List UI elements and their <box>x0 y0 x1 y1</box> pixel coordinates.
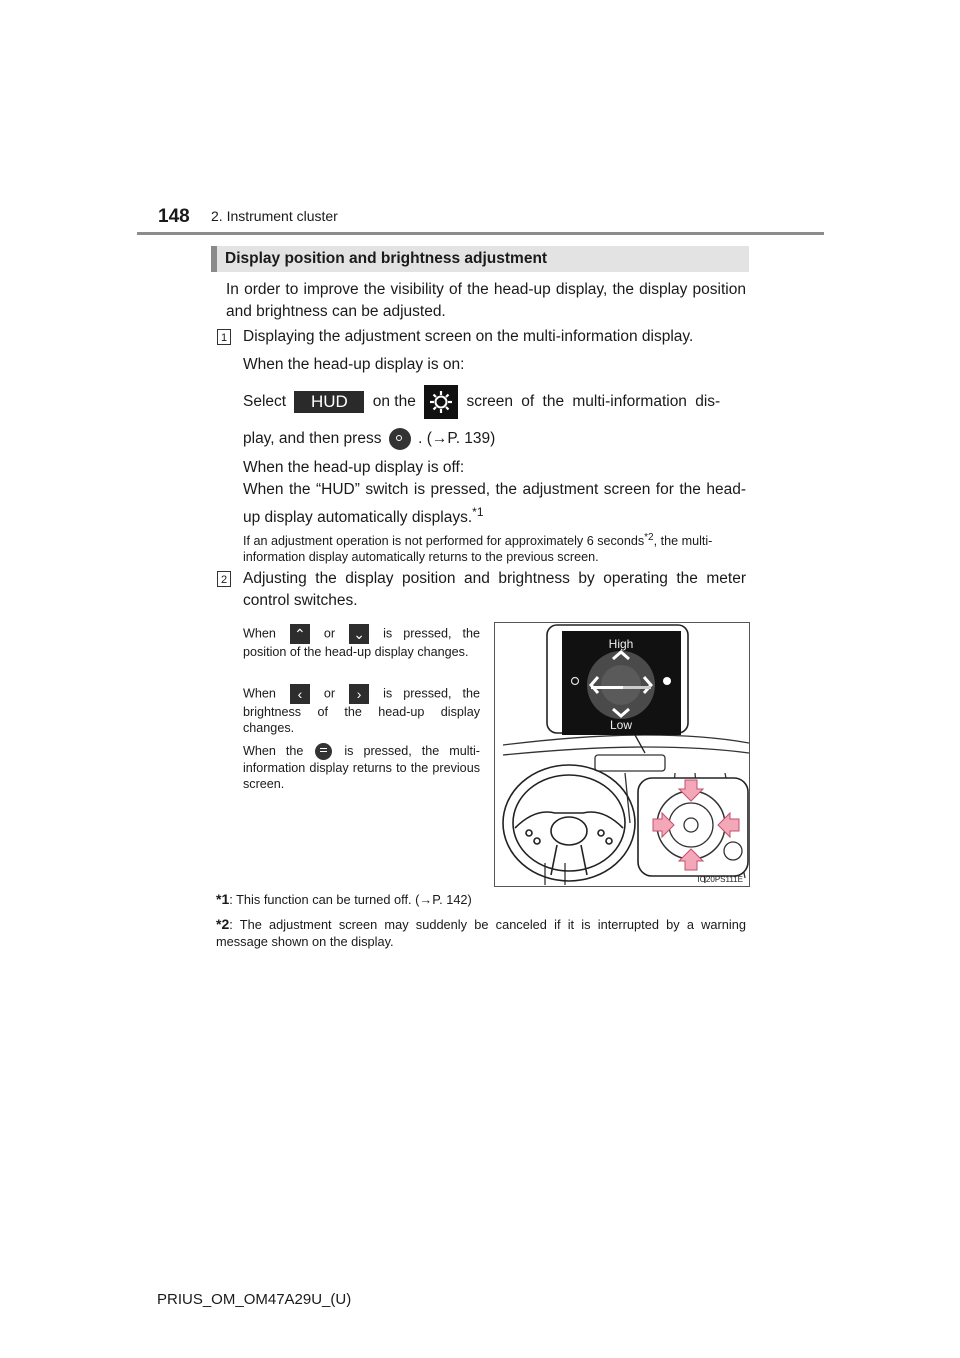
on-the-text: on the <box>372 393 416 411</box>
footnote-ref-1: *1 <box>472 505 484 519</box>
hud-menu-item: HUD <box>294 391 364 413</box>
back-icon <box>315 743 332 760</box>
hud-on-heading: When the head-up display is on: <box>243 356 465 373</box>
figure-code: IO20PS111E <box>697 875 743 884</box>
hud-off-text: When the “HUD” switch is pressed, the adjustment screen for the head-up display automatically displays.$^{*1}$ <box>243 481 746 527</box>
section-title: Display position and brightness adjustment <box>225 250 548 267</box>
select-hud-line <box>243 385 748 419</box>
document-code: PRIUS_OM_OM47A29U_(U) <box>157 1291 352 1308</box>
left-icon: ‹ <box>290 684 310 704</box>
page-number: 148 <box>158 206 190 227</box>
footnote-2: *2: The adjustment screen may suddenly be canceled if it is interrupted by a warning message shown on the display. <box>216 916 746 949</box>
play-press-text: play, and then press <box>243 430 382 448</box>
low-label: Low <box>609 718 633 732</box>
header-rule <box>137 232 824 235</box>
timeout-note: If an adjustment operation is not performed for approximately 6 seconds$^{*2}$, the multi-information display automatically returns to the previous screen. <box>243 532 713 565</box>
right-icon: › <box>349 684 369 704</box>
chapter-title: 2. Instrument cluster <box>211 208 338 224</box>
footnote-1: *1: This function can be turned off. (→P. 142) <box>216 891 472 907</box>
select-text: Select <box>243 393 287 411</box>
dashboard-illustration <box>494 622 750 887</box>
intro-paragraph: In order to improve the visibility of the head-up display, the display position and brightness can be adjusted. <box>226 281 746 320</box>
up-icon: ⌃ <box>290 624 310 644</box>
down-icon: ⌄ <box>349 624 369 644</box>
back-note: When the is pressed, the multi-information display returns to the previous screen. <box>243 744 480 792</box>
gear-icon <box>424 385 458 419</box>
footnote-ref-2: *2 <box>644 532 654 543</box>
brightness-note: When ‹ or › is pressed, the brightness of the head-up display changes. <box>243 686 481 735</box>
ref-139: . (→P. 139) <box>418 430 496 448</box>
position-note: When ⌃ or ⌄ is pressed, the position of the head-up display changes. <box>243 626 481 659</box>
step-1-badge: 1 <box>217 329 231 345</box>
step-1-title: Displaying the adjustment screen on the multi-information display. <box>243 328 694 345</box>
step-2-title: Adjusting the display position and brightness by operating the meter control switches. <box>243 570 746 609</box>
section-heading <box>211 246 749 272</box>
step-2-badge: 2 <box>217 571 231 587</box>
press-ok-line <box>243 428 495 450</box>
hud-off-heading: When the head-up display is off: <box>243 459 465 476</box>
high-label: High <box>608 637 634 651</box>
ok-icon <box>389 428 411 450</box>
screen-text: screen of the multi-information dis- <box>466 393 721 411</box>
